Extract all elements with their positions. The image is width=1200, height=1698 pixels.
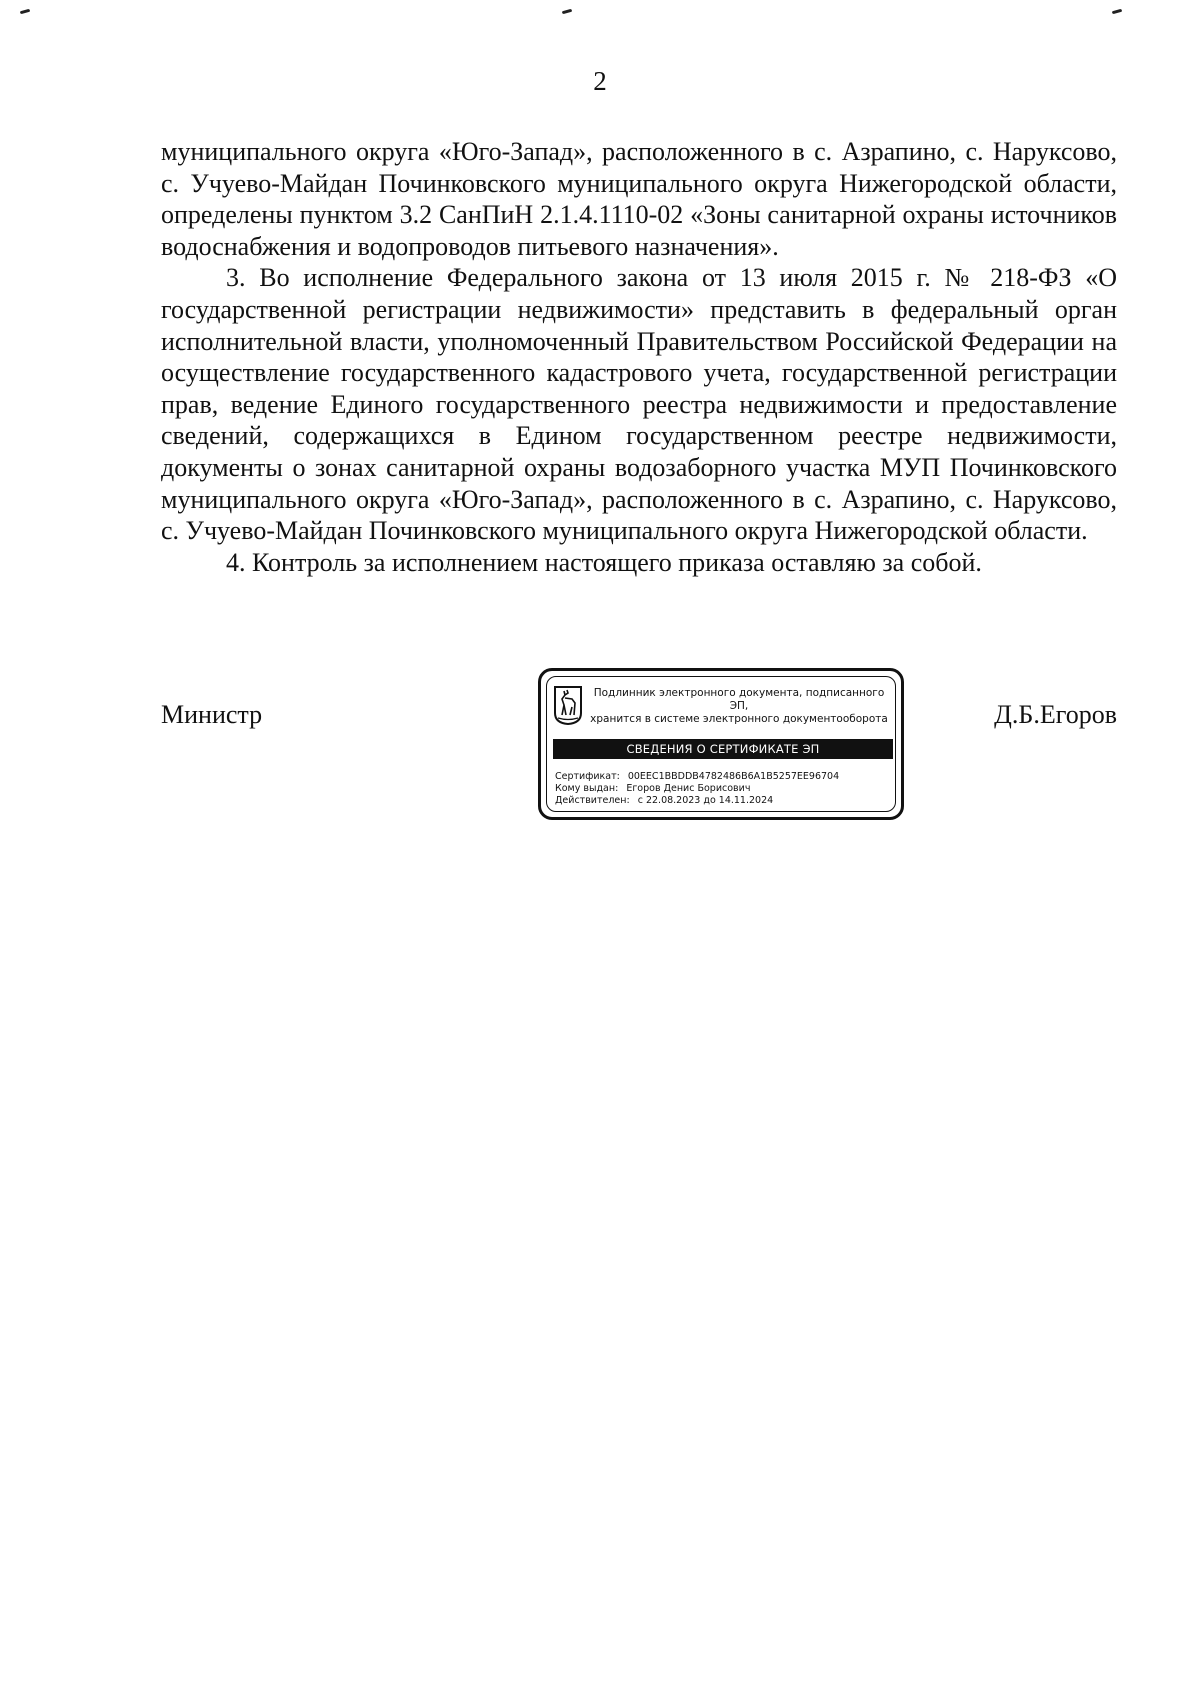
signer-name: Д.Б.Егоров: [994, 700, 1117, 729]
paragraph-item-4: 4. Контроль за исполнением настоящего приказа оставляю за собой.: [226, 547, 982, 577]
stamp-certificate-details: [555, 771, 891, 807]
certificate-value: 00EEC1BBDDB4782486B6A1B5257EE96704: [627, 771, 840, 782]
certificate-row: [555, 771, 891, 783]
validity-value: с 22.08.2023 до 14.11.2024: [637, 795, 774, 806]
scan-mark-center: [562, 9, 572, 14]
document-body: [161, 136, 1117, 578]
stamp-header: [589, 687, 889, 726]
issued-to-value: Егоров Денис Борисович: [626, 783, 751, 794]
deer-emblem-icon: [553, 685, 583, 725]
stamp-header-line-1: Подлинник электронного документа, подписанного ЭП,: [593, 687, 885, 712]
issued-to-label: Кому выдан:: [555, 783, 619, 794]
paragraph-continuation: муниципального округа «Юго-Запад», расположенного в с. Азрапино, с. Наруксово, с. Учуево-Майдан Починковского муниципального округа Нижегородской области, определены пунктом 3.2 СанПиН 2.1.4.1110-02 «Зоны санитарной охраны источников водоснабжения и водопроводов питьевого назначения».: [161, 137, 1117, 261]
issued-to-row: [555, 783, 891, 795]
validity-row: [555, 795, 891, 807]
scan-mark-right: [1112, 9, 1122, 14]
page-number: 2: [593, 66, 607, 96]
scan-mark-left: [20, 9, 30, 14]
stamp-title-bar: СВЕДЕНИЯ О СЕРТИФИКАТЕ ЭП: [553, 739, 893, 759]
certificate-label: Сертификат:: [555, 771, 620, 782]
validity-label: Действителен:: [555, 795, 630, 806]
stamp-header-line-2: хранится в системе электронного документооборота: [590, 713, 888, 725]
electronic-signature-stamp: [538, 668, 904, 820]
paragraph-item-3: 3. Во исполнение Федерального закона от 13 июля 2015 г. № 218-ФЗ «О государственной регистрации недвижимости» представить в федеральный орган исполнительной власти, уполномоченный Правительством Российской Федерации на осуществление государственного кадастрового учета, государственной регистрации прав, ведение Единого государственного реестра недвижимости и предоставление сведений, содержащихся в Едином государственном реестре недвижимости, документы о зонах санитарной охраны водозаборного участка МУП Починковского муниципального округа «Юго-Запад», расположенного в с. Азрапино, с. Наруксово, с. Учуево-Майдан Починковского муниципального округа Нижегородской области.: [161, 263, 1117, 546]
signer-position: Министр: [161, 700, 263, 729]
